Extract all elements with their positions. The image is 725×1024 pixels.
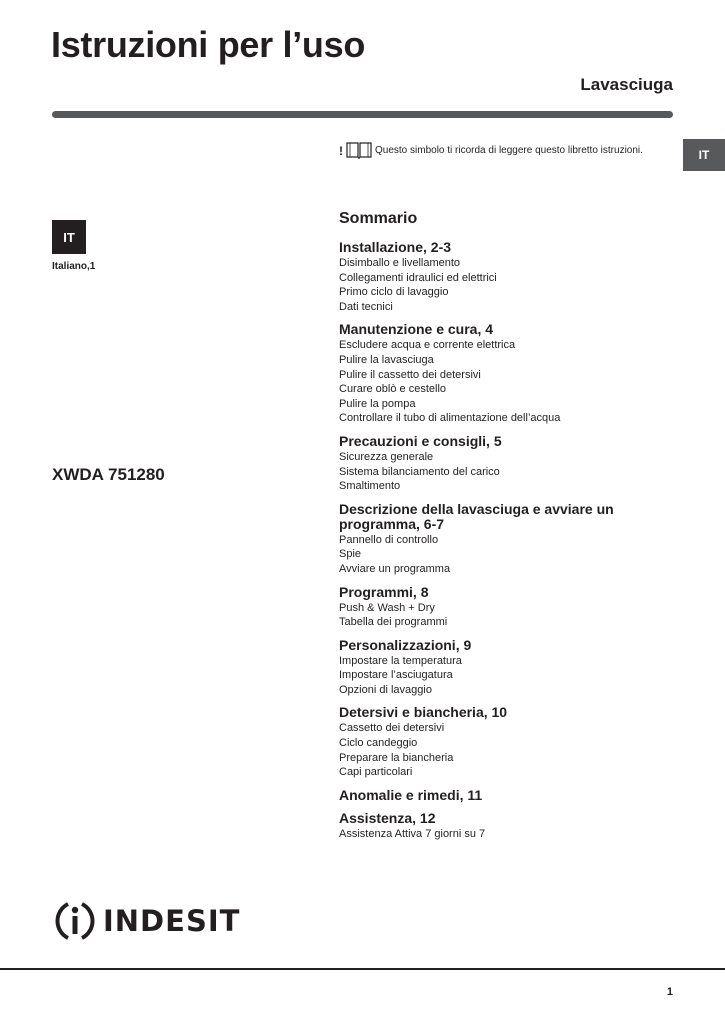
toc-section <box>339 705 669 779</box>
toc-section <box>339 585 669 630</box>
toc-section <box>339 240 669 314</box>
toc-title: Sommario <box>339 210 418 227</box>
toc-section-heading: Precauzioni e consigli, 5 <box>339 432 502 449</box>
toc-item: Pulire il cassetto dei detersivi <box>339 368 481 381</box>
toc-item: Dati tecnici <box>339 300 393 313</box>
toc-item: Opzioni di lavaggio <box>339 683 432 696</box>
toc-section <box>339 322 669 426</box>
toc-item: Pulire la pompa <box>339 397 416 410</box>
toc-item: Controllare il tubo di alimentazione dell’acqua <box>339 412 561 425</box>
toc-item: Smaltimento <box>339 480 401 493</box>
toc-sections <box>339 240 669 841</box>
toc-item: Curare oblò e cestello <box>339 383 447 396</box>
toc-section <box>339 788 669 803</box>
toc-item: Capi particolari <box>339 766 413 779</box>
toc-item: Ciclo candeggio <box>339 737 418 750</box>
toc-item: Pulire la lavasciuga <box>339 353 434 366</box>
language-index: Italiano,1 <box>52 261 96 272</box>
toc-section-heading: Descrizione della lavasciuga e avviare un programma, 6-7 <box>339 500 614 532</box>
toc-item: Assistenza Attiva 7 giorni su 7 <box>339 827 486 840</box>
toc-section <box>339 811 669 842</box>
exclamation-icon: ! <box>339 143 343 158</box>
toc-section <box>339 434 669 494</box>
toc-item: Preparare la biancheria <box>339 751 454 764</box>
toc-section-heading: Installazione, 2-3 <box>339 239 452 255</box>
toc-item: Sicurezza generale <box>339 450 434 463</box>
toc-item: Collegamenti idraulici ed elettrici <box>339 271 497 284</box>
toc-item: Disimballo e livellamento <box>339 257 461 269</box>
toc-item: Avviare un programma <box>339 562 451 575</box>
toc-item: Primo ciclo di lavaggio <box>339 286 449 299</box>
toc-section-heading: Anomalie e rimedi, 11 <box>339 786 483 803</box>
table-of-contents <box>339 210 669 849</box>
toc-section-heading: Detersivi e biancheria, 10 <box>339 704 508 721</box>
notice-text: Questo simbolo ti ricorda di leggere questo libretto istruzioni. <box>375 145 643 156</box>
toc-item: Push & Wash + Dry <box>339 601 435 614</box>
page-title: Istruzioni per l’uso <box>51 24 366 65</box>
toc-item: Escludere acqua e corrente elettrica <box>339 339 516 352</box>
indesit-logo-icon <box>52 898 98 944</box>
notice <box>339 142 643 159</box>
model-number: XWDA 751280 <box>52 465 165 484</box>
toc-section <box>339 638 669 698</box>
product-type: Lavasciuga <box>580 75 673 94</box>
toc-item: Spie <box>339 548 362 561</box>
page-number: 1 <box>666 986 673 998</box>
toc-item: Sistema bilanciamento del carico <box>339 465 500 478</box>
language-tab: IT <box>683 139 725 171</box>
brand-name: INDESIT <box>103 904 241 938</box>
footer-divider <box>0 968 725 970</box>
toc-item: Pannello di controllo <box>339 533 439 546</box>
book-icon <box>346 142 372 159</box>
language-code-badge: IT <box>52 220 86 254</box>
brand-logo <box>52 898 240 944</box>
toc-section-heading: Personalizzazioni, 9 <box>339 636 472 653</box>
toc-item: Impostare la temperatura <box>339 654 462 667</box>
toc-section-heading: Assistenza, 12 <box>339 809 436 826</box>
toc-item: Impostare l’asciugatura <box>339 669 453 682</box>
toc-section-heading: Manutenzione e cura, 4 <box>339 321 494 338</box>
toc-item: Cassetto dei detersivi <box>339 722 445 735</box>
header-divider <box>52 111 673 118</box>
toc-section <box>339 502 669 577</box>
toc-section-heading: Programmi, 8 <box>339 583 429 600</box>
toc-item: Tabella dei programmi <box>339 616 448 629</box>
